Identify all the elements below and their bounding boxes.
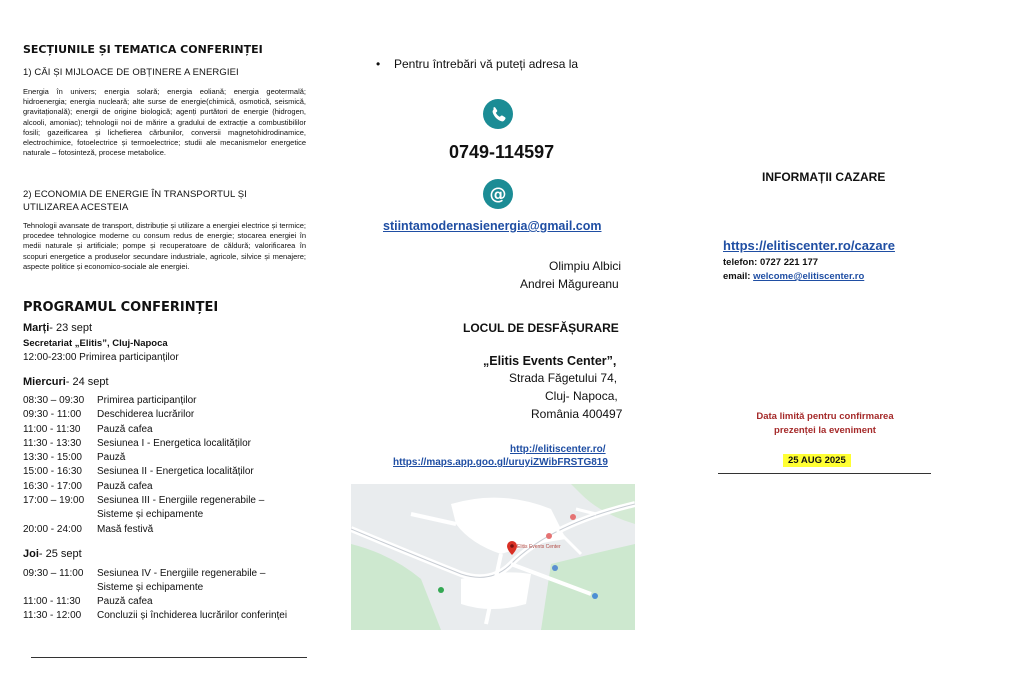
- phone-label: telefon:: [723, 257, 758, 268]
- schedule-time: 17:00 – 19:00: [23, 495, 85, 506]
- schedule-time: 09:30 – 11:00: [23, 568, 84, 579]
- phone-value: 0727 221 177: [759, 257, 819, 268]
- schedule-time: 11:00 - 11:30: [23, 424, 81, 435]
- schedule-row: [23, 395, 196, 406]
- schedule-activity: Pauză cafea: [97, 596, 153, 607]
- schedule-activity: Sesiunea IV - Energiile regenerabile –: [97, 568, 266, 579]
- location-map[interactable]: [351, 484, 635, 630]
- bullet-dot: •: [376, 57, 381, 71]
- accommodation-title: INFORMAȚII CAZARE: [762, 170, 886, 184]
- schedule-activity: Pauză cafea: [97, 424, 153, 435]
- section1-text: Energia în univers; energia solară; energia eoliană; energia geotermală; hidroenergia; energia nucleară; alte surse de energie(chimică, osmotică, seismică, gravitațională); energii de origine biologică; agenți purtători de energie (hidrogen, alcooli, amoniac); tehnologii noi de mărire a gradului de extracție a combustibililor fosili; gazeificarea și lichefierea cărbunilor, conversii magnetohidrodinamice, electrochimice, fotoelectrice și termoelectrice; studii ale mecanismelor energetice naturale – fotosinteză, procese metabolice.: [23, 87, 306, 158]
- accommodation-email-link[interactable]: welcome@elitiscenter.ro: [753, 271, 865, 282]
- schedule-activity: Sesiunea III - Energiile regenerabile –: [97, 495, 265, 506]
- section2-text: Tehnologii avansate de transport, distribuție și utilizare a energiei electrice și termice; procedee tehnologice moderne cu consum redus de energie; stocarea energiei în medii naturale și artificiale; pompe și recuperatoare de căldură; valorificarea în scopuri energetice a produselor secundare industriale, agricole, silvice și menajere; aspecte politice și economico-sociale ale energiei.: [23, 221, 306, 271]
- schedule-activity: Pauză cafea: [97, 481, 153, 492]
- map-graphic: [351, 484, 635, 630]
- phone-icon: [483, 99, 513, 129]
- schedule-time: 08:30 – 09:30: [23, 395, 85, 406]
- schedule-time: 11:30 - 12:00: [23, 610, 82, 621]
- schedule-activity-continuation: Sisteme și echipamente: [97, 582, 204, 593]
- deadline-text-line2: prezenței la eveniment: [774, 425, 876, 436]
- schedule-activity: Primirea participanților: [97, 395, 197, 406]
- venue-name: „Elitis Events Center”,: [483, 354, 617, 368]
- schedule-row: [23, 424, 153, 435]
- divider-line: [31, 657, 307, 658]
- section2-heading-line2: UTILIZAREA ACESTEIA: [23, 202, 129, 213]
- day-name: Marți: [23, 322, 50, 334]
- schedule-activity: Pauză: [97, 452, 126, 463]
- day-name: Miercuri: [23, 376, 66, 388]
- schedule-activity: Concluzii și închiderea lucrărilor conferinței: [97, 610, 288, 621]
- schedule-row: [23, 568, 265, 579]
- day-heading-thursday: [23, 548, 82, 560]
- schedule-time: 09:30 - 11:00: [23, 409, 82, 420]
- schedule-row: [23, 409, 194, 420]
- venue-address-line: Cluj- Napoca,: [545, 389, 618, 403]
- contact-person: Olimpiu Albici: [549, 259, 622, 273]
- schedule-time: 11:30 - 13:30: [23, 438, 82, 449]
- schedule-row: [23, 481, 153, 492]
- schedule-activity: Primirea participanților: [79, 352, 179, 363]
- schedule-time: 20:00 - 24:00: [23, 524, 82, 535]
- schedule-row: [23, 610, 287, 621]
- schedule-time: 11:00 - 11:30: [23, 596, 81, 607]
- schedule-row: [23, 466, 254, 477]
- schedule-activity: Deschiderea lucrărilor: [97, 409, 195, 420]
- day-name: Joi: [23, 548, 39, 560]
- sections-title: SECȚIUNILE ȘI TEMATICA CONFERINȚEI: [23, 43, 263, 56]
- accommodation-link[interactable]: https://elitiscenter.ro/cazare: [723, 238, 895, 253]
- schedule-row: [23, 452, 125, 463]
- section1-heading: 1) CĂI ȘI MIJLOACE DE OBȚINERE A ENERGIEI: [23, 67, 239, 78]
- email-label: email:: [723, 271, 751, 282]
- contact-person: Andrei Măgureanu: [520, 277, 619, 291]
- schedule-time: 16:30 - 17:00: [23, 481, 82, 492]
- venue-title: LOCUL DE DESFĂȘURARE: [463, 321, 619, 335]
- schedule-activity-continuation: Sisteme și echipamente: [97, 509, 204, 520]
- venue-address-line: Strada Făgetului 74,: [509, 371, 618, 385]
- deadline-date-badge: 25 AUG 2025: [783, 454, 851, 467]
- venue-address-line: România 400497: [531, 407, 623, 421]
- day-heading-tuesday: [23, 322, 92, 334]
- contact-email-link[interactable]: stiintamodernasienergia@gmail.com: [383, 219, 602, 233]
- schedule-row: [23, 524, 153, 535]
- secretariat-venue: Secretariat „Elitis”, Cluj-Napoca: [23, 338, 168, 349]
- schedule-activity: Sesiunea II - Energetica localităților: [97, 466, 254, 477]
- map-link[interactable]: https://maps.app.goo.gl/uruyiZWibFRSTG819: [393, 457, 608, 468]
- schedule-row: [23, 352, 179, 363]
- contact-phone: 0749-114597: [449, 142, 555, 162]
- inquiries-text: Pentru întrebări vă puteți adresa la: [394, 57, 579, 71]
- map-place-label: Elitis Events Center: [517, 544, 561, 550]
- schedule-row: [23, 596, 153, 607]
- schedule-time: 15:00 - 16:30: [23, 466, 82, 477]
- schedule-row: [23, 438, 251, 449]
- schedule-row: [23, 495, 264, 506]
- divider-line: [718, 473, 931, 474]
- website-link[interactable]: http://elitiscenter.ro/: [510, 444, 606, 455]
- day-date: - 23 sept: [49, 322, 93, 334]
- program-title: PROGRAMUL CONFERINȚEI: [23, 300, 219, 315]
- day-date: - 25 sept: [38, 548, 82, 560]
- schedule-activity: Sesiunea I - Energetica localităților: [97, 438, 251, 449]
- accommodation-phone: [723, 257, 818, 268]
- svg-text:@: @: [489, 184, 507, 205]
- section2-heading-line1: 2) ECONOMIA DE ENERGIE ÎN TRANSPORTUL ȘI: [23, 189, 247, 200]
- deadline-text-line1: Data limită pentru confirmarea: [756, 411, 894, 422]
- schedule-activity: Masă festivă: [97, 524, 154, 535]
- accommodation-email: [723, 271, 864, 282]
- day-heading-wednesday: [23, 376, 109, 388]
- schedule-time: 12:00-23:00: [23, 352, 77, 363]
- at-icon: [483, 179, 513, 209]
- day-date: - 24 sept: [65, 376, 109, 388]
- schedule-time: 13:30 - 15:00: [23, 452, 82, 463]
